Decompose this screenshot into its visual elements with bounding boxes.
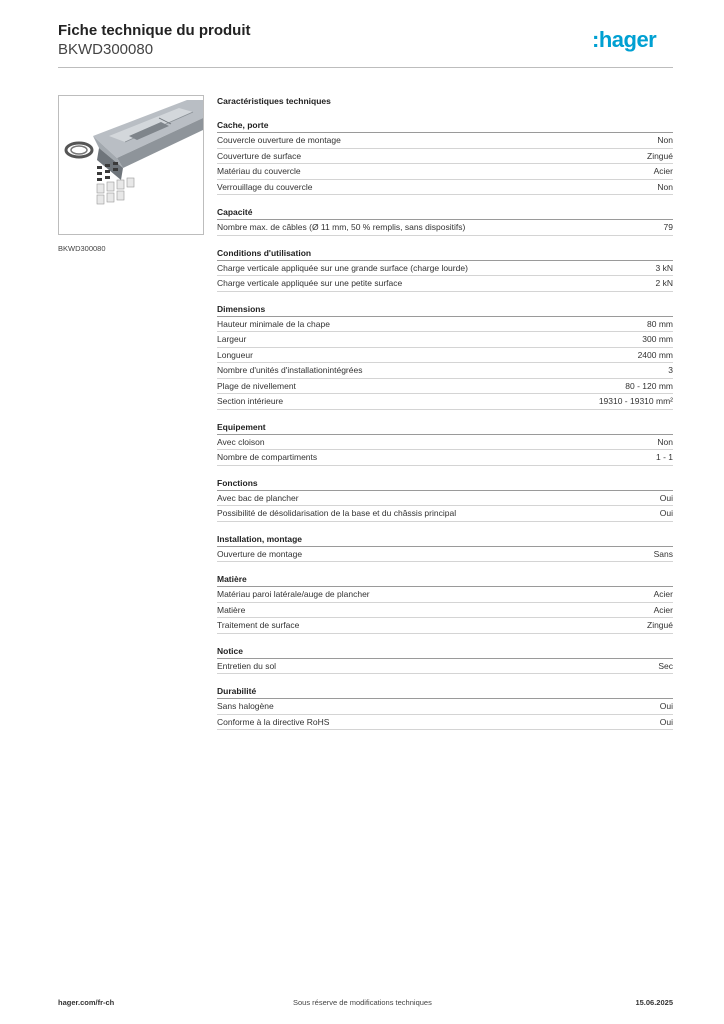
spec-row	[217, 715, 673, 731]
spec-row	[217, 435, 673, 451]
section-heading: Matière	[217, 572, 673, 587]
spec-label: Matériau du couvercle	[217, 166, 301, 176]
spec-value: Oui	[659, 701, 673, 711]
spec-label: Couvercle ouverture de montage	[217, 135, 341, 145]
spec-row	[217, 603, 673, 619]
spec-value: Acier	[653, 604, 673, 615]
footer-notice: Sous réserve de modifications techniques	[293, 998, 432, 1007]
product-image	[58, 95, 204, 235]
spec-label: Section intérieure	[217, 396, 284, 406]
page-title: Fiche technique du produit	[58, 22, 251, 39]
spec-value: 80 - 120 mm	[625, 380, 673, 391]
spec-value: Oui	[659, 716, 673, 727]
spec-value: 79	[663, 222, 673, 232]
spec-value: Non	[657, 436, 673, 447]
section-heading: Conditions d'utilisation	[217, 246, 673, 261]
spec-row	[217, 348, 673, 364]
spec-section	[217, 476, 673, 522]
spec-label: Charge verticale appliquée sur une petite surface	[217, 278, 403, 288]
spec-row	[217, 332, 673, 348]
spec-label: Verrouillage du couvercle	[217, 181, 313, 192]
spec-value: 3	[668, 365, 673, 375]
spec-section	[217, 532, 673, 563]
spec-section	[217, 420, 673, 466]
spec-value: 1 - 1	[655, 452, 673, 462]
spec-row	[217, 491, 673, 507]
spec-label: Nombre max. de câbles (Ø 11 mm, 50 % remplis, sans dispositifs)	[217, 222, 466, 232]
spec-label: Plage de nivellement	[217, 380, 296, 391]
spec-row	[217, 180, 673, 196]
spec-section	[217, 302, 673, 410]
spec-label: Hauteur minimale de la chape	[217, 318, 330, 329]
spec-label: Nombre de compartiments	[217, 452, 318, 462]
floor-duct-illustration	[59, 96, 203, 234]
spec-row	[217, 261, 673, 277]
spec-label: Matière	[217, 604, 246, 615]
spec-value: Acier	[653, 166, 673, 176]
spec-label: Matériau paroi latérale/auge de plancher	[217, 589, 370, 599]
spec-value: Zingué	[647, 150, 673, 161]
spec-value: Oui	[659, 492, 673, 503]
specs-title: Caractéristiques techniques	[217, 96, 331, 106]
header-divider	[58, 67, 673, 68]
spec-row	[217, 659, 673, 675]
footer-website[interactable]: hager.com/fr-ch	[58, 998, 115, 1007]
hager-logo	[592, 28, 676, 52]
spec-label: Traitement de surface	[217, 620, 300, 630]
footer-date: 15.06.2025	[635, 998, 673, 1007]
spec-label: Possibilité de désolidarisation de la base et du châssis principal	[217, 508, 457, 518]
spec-section	[217, 118, 673, 195]
spec-label: Sans halogène	[217, 701, 274, 711]
spec-label: Longueur	[217, 349, 253, 360]
document-header	[58, 22, 251, 59]
spec-section	[217, 205, 673, 236]
spec-value: Oui	[659, 508, 673, 518]
spec-value: 300 mm	[642, 334, 673, 344]
spec-row	[217, 450, 673, 466]
spec-label: Ouverture de montage	[217, 548, 303, 559]
spec-label: Avec cloison	[217, 436, 265, 447]
spec-value: Non	[657, 181, 673, 192]
spec-row	[217, 220, 673, 236]
section-heading: Cache, porte	[217, 118, 673, 133]
spec-label: Largeur	[217, 334, 247, 344]
spec-value: Acier	[653, 589, 673, 599]
spec-value: 2 kN	[655, 278, 673, 288]
spec-row	[217, 363, 673, 379]
technical-characteristics	[217, 94, 673, 740]
spec-value: 80 mm	[647, 318, 673, 329]
spec-section	[217, 644, 673, 675]
spec-row	[217, 547, 673, 563]
spec-row	[217, 164, 673, 180]
spec-section	[217, 572, 673, 634]
spec-value: Zingué	[647, 620, 673, 630]
spec-label: Couverture de surface	[217, 150, 302, 161]
spec-sections	[217, 118, 673, 730]
spec-row	[217, 699, 673, 715]
section-heading: Notice	[217, 644, 673, 659]
image-caption: BKWD300080	[58, 244, 106, 253]
spec-row	[217, 149, 673, 165]
spec-row	[217, 133, 673, 149]
section-heading: Equipement	[217, 420, 673, 435]
section-heading: Fonctions	[217, 476, 673, 491]
spec-row	[217, 587, 673, 603]
spec-label: Conforme à la directive RoHS	[217, 716, 330, 727]
spec-value: 2400 mm	[637, 349, 673, 360]
spec-row	[217, 394, 673, 410]
logo-text: :hager	[592, 28, 657, 52]
spec-row	[217, 618, 673, 634]
spec-label: Charge verticale appliquée sur une grande surface (charge lourde)	[217, 262, 468, 273]
section-heading: Installation, montage	[217, 532, 673, 547]
spec-row	[217, 506, 673, 522]
section-heading: Capacité	[217, 205, 673, 220]
spec-section	[217, 246, 673, 292]
spec-label: Nombre d'unités d'installationintégrées	[217, 365, 363, 375]
spec-row	[217, 276, 673, 292]
spec-section	[217, 684, 673, 730]
spec-value: 3 kN	[655, 262, 673, 273]
spec-value: 19310 - 19310 mm²	[598, 396, 673, 406]
spec-label: Avec bac de plancher	[217, 492, 299, 503]
section-heading: Dimensions	[217, 302, 673, 317]
product-reference: BKWD300080	[58, 41, 154, 58]
spec-value: Sans	[653, 548, 673, 559]
spec-row	[217, 317, 673, 333]
spec-row	[217, 379, 673, 395]
spec-label: Entretien du sol	[217, 660, 277, 671]
spec-value: Sec	[658, 660, 673, 671]
section-heading: Durabilité	[217, 684, 673, 699]
spec-value: Non	[657, 135, 673, 145]
